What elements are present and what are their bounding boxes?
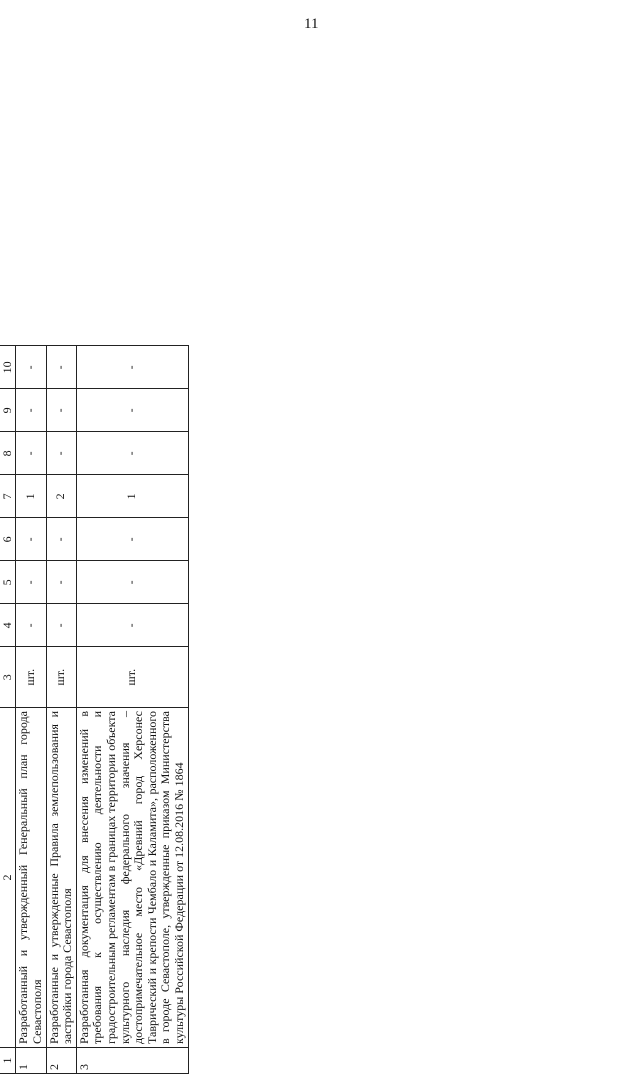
page-number: 11	[304, 16, 319, 32]
row-value: -	[76, 346, 188, 389]
row-name: Разработанный и утвержденный Генеральный план города Севастополя	[16, 708, 46, 1048]
row-name: Разработанные и утвержденные Правила землепользования и застройки города Севастополя	[46, 708, 76, 1048]
row-value: 1	[16, 475, 46, 518]
row-value: -	[46, 346, 76, 389]
column-number: 10	[0, 346, 16, 389]
row-value: -	[16, 604, 46, 647]
row-value: -	[16, 561, 46, 604]
row-value: -	[46, 518, 76, 561]
row-value: -	[46, 432, 76, 475]
column-number: 7	[0, 475, 16, 518]
table-row	[46, 346, 76, 1074]
row-value: -	[76, 604, 188, 647]
column-number: 3	[0, 647, 16, 708]
row-value: -	[16, 346, 46, 389]
row-value: -	[76, 432, 188, 475]
column-number: 1	[0, 1048, 16, 1074]
row-value: -	[16, 389, 46, 432]
row-value: -	[46, 604, 76, 647]
row-value: -	[46, 561, 76, 604]
indicators-table	[0, 345, 189, 1074]
row-num: 2	[46, 1048, 76, 1074]
row-value: -	[76, 389, 188, 432]
column-number: 6	[0, 518, 16, 561]
row-value: -	[76, 518, 188, 561]
column-number: 8	[0, 432, 16, 475]
row-value: -	[76, 561, 188, 604]
column-number: 4	[0, 604, 16, 647]
table-row	[16, 346, 46, 1074]
row-unit: шт.	[46, 647, 76, 708]
row-name: Разработанная документация для внесения изменений в требования к осуществлению деятельности и градостроительным регламентам в границах территории объекта культурного наследия федерального значения – достопримечательное место «Древний город Херсонес Таврический и крепости Чембало и Каламита», расположенного в городе Севастополе, утвержденные приказом Министерства культуры Российской Федерации от 12.08.2016 № 1864	[76, 708, 188, 1048]
row-num: 1	[16, 1048, 46, 1074]
column-number: 5	[0, 561, 16, 604]
row-value: -	[16, 518, 46, 561]
row-value: 2	[46, 475, 76, 518]
row-num: 3	[76, 1048, 188, 1074]
row-value: -	[46, 389, 76, 432]
column-number: 9	[0, 389, 16, 432]
row-value: -	[16, 432, 46, 475]
column-number: 2	[0, 708, 16, 1048]
row-unit: шт.	[16, 647, 46, 708]
column-numbers-row	[0, 346, 16, 1074]
rotated-document-content	[0, 210, 270, 1080]
table-row	[76, 346, 188, 1074]
row-value: 1	[76, 475, 188, 518]
row-unit: шт.	[76, 647, 188, 708]
